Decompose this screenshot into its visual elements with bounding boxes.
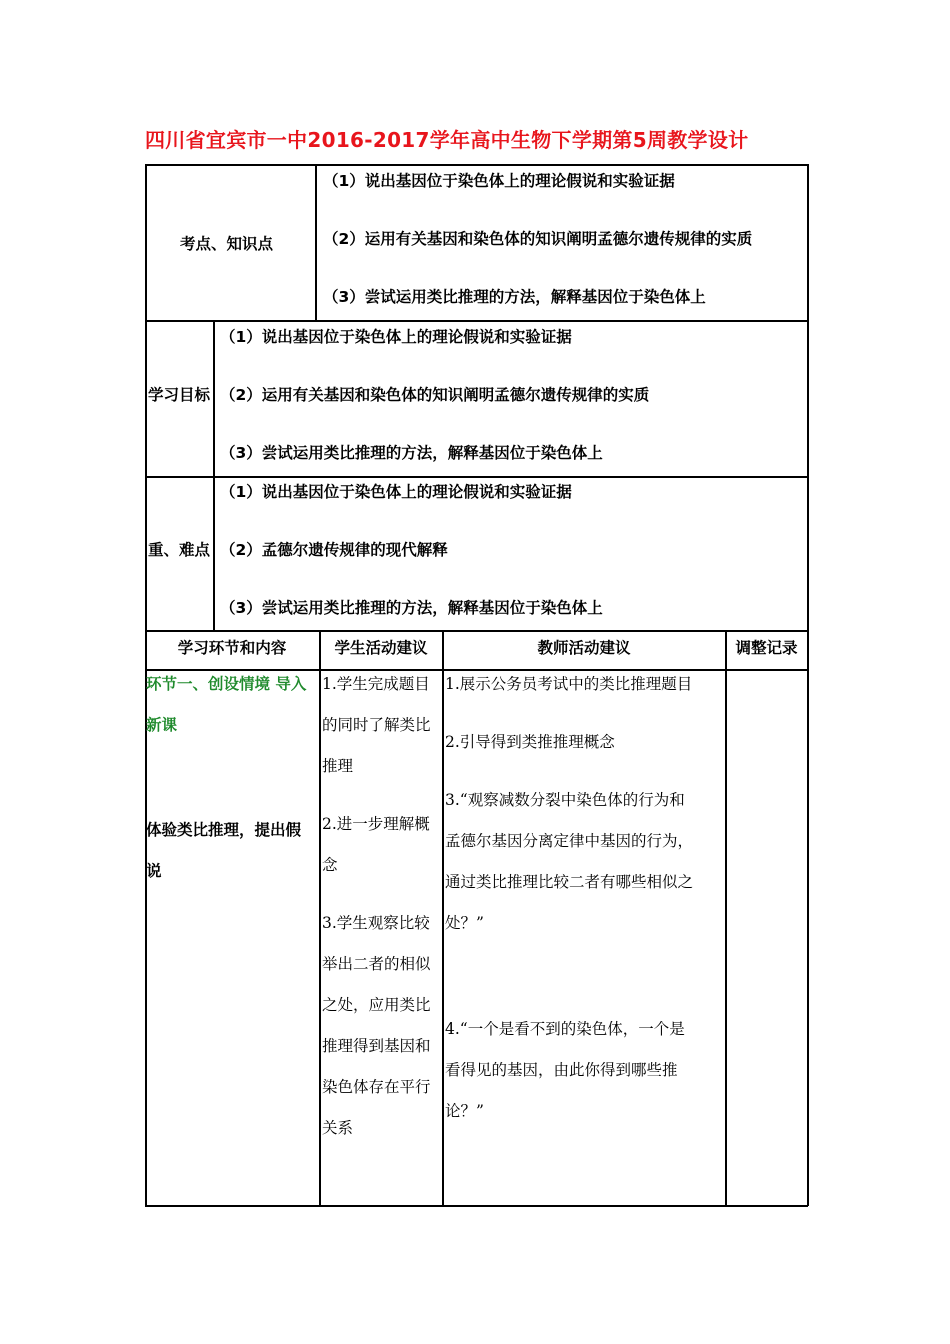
kaodian-item: （3）尝试运用类比推理的方法，解释基因位于染色体上	[323, 288, 706, 306]
table-border-right	[807, 164, 809, 1206]
col-divider	[442, 630, 444, 1206]
row-divider	[145, 476, 808, 478]
teacher-activity-line: 论？”	[445, 1102, 484, 1120]
nandian-item: （1）说出基因位于染色体上的理论假说和实验证据	[220, 483, 572, 501]
row-label-nandian: 重、难点	[148, 541, 211, 559]
column-header: 学习环节和内容	[177, 639, 287, 657]
nandian-item: （2）孟德尔遗传规律的现代解释	[220, 541, 448, 559]
nandian-item: （3）尝试运用类比推理的方法，解释基因位于染色体上	[220, 599, 603, 617]
column-header: 学生活动建议	[334, 639, 428, 657]
teacher-activity-line: 1.展示公务员考试中的类比推理题目	[445, 675, 693, 693]
row-label-kaodian: 考点、知识点	[180, 235, 274, 253]
row-divider	[145, 320, 808, 322]
row-label-mubiao: 学习目标	[148, 386, 211, 404]
teacher-activity-line: 看得见的基因，由此你得到哪些推	[445, 1061, 678, 1079]
table-border-bottom	[145, 1205, 808, 1207]
student-activity-line: 关系	[322, 1119, 354, 1137]
stage-subheading: 体验类比推理，提出假	[146, 821, 302, 839]
col-divider	[315, 164, 317, 321]
col-divider	[213, 320, 215, 631]
row-divider	[145, 630, 808, 632]
column-header: 教师活动建议	[537, 639, 631, 657]
teacher-activity-line: 孟德尔基因分离定律中基因的行为，	[445, 832, 694, 850]
student-activity-line: 的同时了解类比	[322, 716, 431, 734]
student-activity-line: 1.学生完成题目	[322, 675, 430, 693]
student-activity-line: 推理得到基因和	[322, 1037, 431, 1055]
teacher-activity-line: 4.“一个是看不到的染色体，一个是	[445, 1020, 685, 1038]
student-activity-line: 染色体存在平行	[322, 1078, 431, 1096]
mubiao-item: （1）说出基因位于染色体上的理论假说和实验证据	[220, 328, 572, 346]
teacher-activity-line: 2.引导得到类推推理概念	[445, 733, 615, 751]
student-activity-line: 2.进一步理解概	[322, 815, 430, 833]
table-border-top	[145, 164, 808, 166]
col-divider	[725, 630, 727, 1206]
stage-heading: 环节一、创设情境 导入	[146, 675, 307, 693]
stage-heading: 新课	[146, 716, 178, 734]
teacher-activity-line: 通过类比推理比较二者有哪些相似之	[445, 873, 694, 891]
student-activity-line: 3.学生观察比较	[322, 914, 430, 932]
col-divider	[319, 630, 321, 1206]
teacher-activity-line: 3.“观察减数分裂中染色体的行为和	[445, 791, 685, 809]
teacher-activity-line: 处？”	[445, 914, 484, 932]
kaodian-item: （1）说出基因位于染色体上的理论假说和实验证据	[323, 172, 675, 190]
student-activity-line: 举出二者的相似	[322, 955, 431, 973]
column-header: 调整记录	[735, 639, 798, 657]
kaodian-item: （2）运用有关基因和染色体的知识阐明孟德尔遗传规律的实质	[323, 230, 753, 248]
mubiao-item: （2）运用有关基因和染色体的知识阐明孟德尔遗传规律的实质	[220, 386, 650, 404]
mubiao-item: （3）尝试运用类比推理的方法，解释基因位于染色体上	[220, 444, 603, 462]
student-activity-line: 念	[322, 856, 338, 874]
page-title: 四川省宜宾市一中2016-2017学年高中生物下学期第5周教学设计	[145, 128, 749, 152]
stage-subheading: 说	[146, 862, 162, 880]
student-activity-line: 之处，应用类比	[322, 996, 431, 1014]
student-activity-line: 推理	[322, 757, 354, 775]
